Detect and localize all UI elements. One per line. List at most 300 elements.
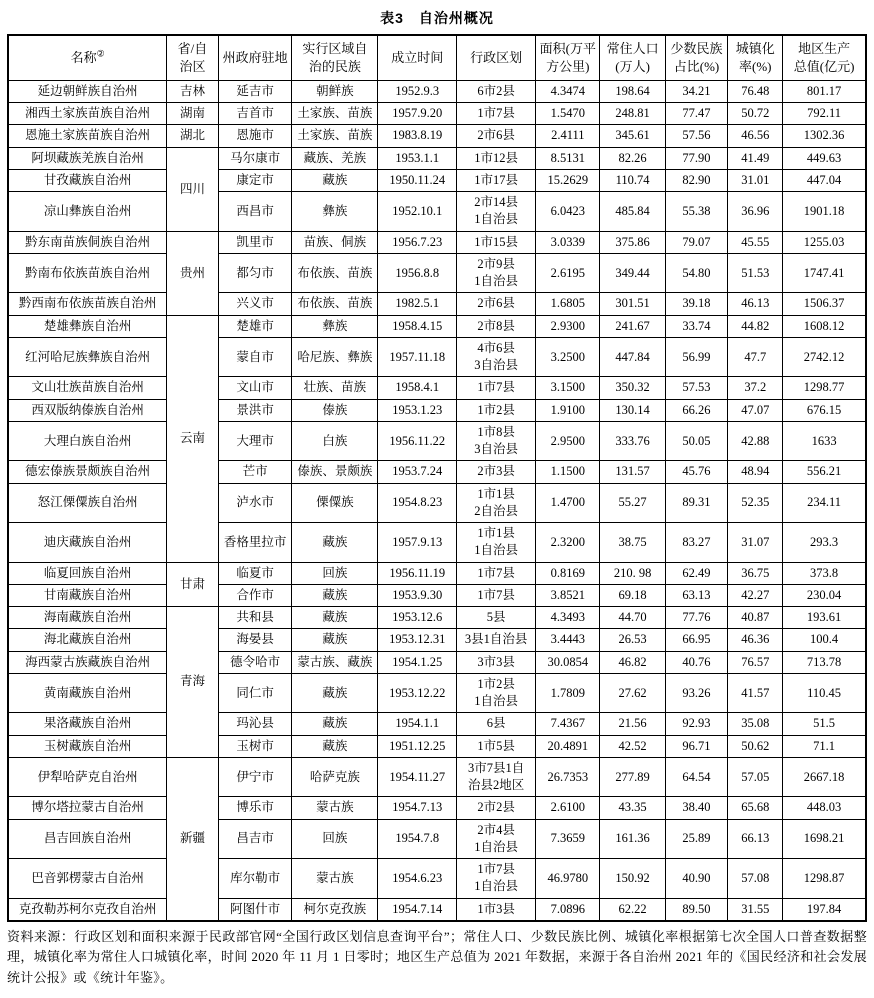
cell-area: 46.9780 xyxy=(536,859,600,899)
cell-founded: 1953.12.22 xyxy=(378,673,457,713)
cell-divisions: 2市6县 xyxy=(457,293,536,315)
cell-area: 2.4111 xyxy=(536,125,600,147)
cell-ethnic: 白族 xyxy=(292,421,378,461)
cell-founded: 1954.1.25 xyxy=(378,651,457,673)
cell-founded: 1958.4.1 xyxy=(378,377,457,399)
cell-divisions: 1市7县 xyxy=(457,103,536,125)
cell-seat: 楚雄市 xyxy=(218,315,292,337)
cell-gdp: 713.78 xyxy=(783,651,866,673)
cell-founded: 1954.11.27 xyxy=(378,757,457,797)
cell-area: 7.3659 xyxy=(536,819,600,859)
table-row xyxy=(8,483,866,523)
cell-urbanization: 42.27 xyxy=(728,584,783,606)
cell-population: 46.82 xyxy=(600,651,665,673)
cell-gdp: 1298.77 xyxy=(783,377,866,399)
cell-divisions: 2市4县 1自治县 xyxy=(457,819,536,859)
cell-area: 1.4700 xyxy=(536,483,600,523)
cell-seat: 临夏市 xyxy=(218,562,292,584)
cell-name: 黄南藏族自治州 xyxy=(8,673,167,713)
column-header-urbanization: 城镇化 率(%) xyxy=(728,35,783,80)
cell-urbanization: 40.87 xyxy=(728,607,783,629)
cell-population: 38.75 xyxy=(600,523,665,563)
cell-urbanization: 41.57 xyxy=(728,673,783,713)
cell-name: 怒江傈僳族自治州 xyxy=(8,483,167,523)
cell-urbanization: 46.36 xyxy=(728,629,783,651)
cell-area: 2.6195 xyxy=(536,253,600,293)
cell-seat: 吉首市 xyxy=(218,103,292,125)
cell-name: 海南藏族自治州 xyxy=(8,607,167,629)
cell-population: 131.57 xyxy=(600,461,665,483)
cell-divisions: 1市1县 1自治县 xyxy=(457,523,536,563)
cell-name: 海西蒙古族藏族自治州 xyxy=(8,651,167,673)
cell-population: 333.76 xyxy=(600,421,665,461)
cell-area: 1.5470 xyxy=(536,103,600,125)
cell-area: 7.4367 xyxy=(536,713,600,735)
cell-population: 485.84 xyxy=(600,192,665,232)
table-row xyxy=(8,80,866,102)
cell-seat: 蒙自市 xyxy=(218,337,292,377)
cell-ethnic: 哈尼族、彝族 xyxy=(292,337,378,377)
cell-gdp: 230.04 xyxy=(783,584,866,606)
cell-divisions: 1市7县 xyxy=(457,562,536,584)
cell-area: 1.1500 xyxy=(536,461,600,483)
table-row xyxy=(8,315,866,337)
cell-minority: 55.38 xyxy=(665,192,728,232)
cell-population: 241.67 xyxy=(600,315,665,337)
cell-minority: 83.27 xyxy=(665,523,728,563)
cell-urbanization: 76.57 xyxy=(728,651,783,673)
cell-gdp: 1298.87 xyxy=(783,859,866,899)
cell-minority: 96.71 xyxy=(665,735,728,757)
cell-minority: 57.56 xyxy=(665,125,728,147)
cell-ethnic: 藏族 xyxy=(292,523,378,563)
cell-province: 贵州 xyxy=(167,231,218,315)
cell-founded: 1952.9.3 xyxy=(378,80,457,102)
cell-urbanization: 47.07 xyxy=(728,399,783,421)
cell-area: 7.0896 xyxy=(536,898,600,921)
cell-population: 447.84 xyxy=(600,337,665,377)
cell-gdp: 197.84 xyxy=(783,898,866,921)
cell-urbanization: 35.08 xyxy=(728,713,783,735)
cell-urbanization: 47.7 xyxy=(728,337,783,377)
cell-divisions: 2市9县 1自治县 xyxy=(457,253,536,293)
cell-ethnic: 蒙古族 xyxy=(292,797,378,819)
cell-gdp: 449.63 xyxy=(783,147,866,169)
cell-ethnic: 藏族、羌族 xyxy=(292,147,378,169)
cell-population: 62.22 xyxy=(600,898,665,921)
cell-gdp: 234.11 xyxy=(783,483,866,523)
cell-ethnic: 傣族 xyxy=(292,399,378,421)
cell-name: 玉树藏族自治州 xyxy=(8,735,167,757)
cell-gdp: 1747.41 xyxy=(783,253,866,293)
cell-name: 湘西土家族苗族自治州 xyxy=(8,103,167,125)
cell-seat: 都匀市 xyxy=(218,253,292,293)
table-row xyxy=(8,562,866,584)
cell-seat: 伊宁市 xyxy=(218,757,292,797)
cell-area: 4.3474 xyxy=(536,80,600,102)
cell-name: 阿坝藏族羌族自治州 xyxy=(8,147,167,169)
table-row xyxy=(8,147,866,169)
cell-ethnic: 傈僳族 xyxy=(292,483,378,523)
cell-founded: 1957.11.18 xyxy=(378,337,457,377)
cell-ethnic: 傣族、景颇族 xyxy=(292,461,378,483)
cell-urbanization: 31.07 xyxy=(728,523,783,563)
table-row xyxy=(8,103,866,125)
prefecture-table xyxy=(7,34,867,922)
cell-population: 110.74 xyxy=(600,169,665,191)
cell-gdp: 792.11 xyxy=(783,103,866,125)
cell-divisions: 4市6县 3自治县 xyxy=(457,337,536,377)
cell-population: 82.26 xyxy=(600,147,665,169)
cell-founded: 1953.12.6 xyxy=(378,607,457,629)
cell-minority: 40.90 xyxy=(665,859,728,899)
cell-urbanization: 41.49 xyxy=(728,147,783,169)
cell-province: 四川 xyxy=(167,147,218,231)
cell-name: 甘孜藏族自治州 xyxy=(8,169,167,191)
cell-population: 277.89 xyxy=(600,757,665,797)
cell-gdp: 1901.18 xyxy=(783,192,866,232)
cell-population: 301.51 xyxy=(600,293,665,315)
cell-divisions: 1市17县 xyxy=(457,169,536,191)
table-row xyxy=(8,125,866,147)
cell-gdp: 1506.37 xyxy=(783,293,866,315)
cell-founded: 1954.6.23 xyxy=(378,859,457,899)
cell-founded: 1956.11.19 xyxy=(378,562,457,584)
table-row xyxy=(8,898,866,921)
cell-minority: 34.21 xyxy=(665,80,728,102)
cell-minority: 50.05 xyxy=(665,421,728,461)
cell-seat: 同仁市 xyxy=(218,673,292,713)
table-row xyxy=(8,192,866,232)
cell-founded: 1953.12.31 xyxy=(378,629,457,651)
cell-founded: 1954.1.1 xyxy=(378,713,457,735)
cell-seat: 昌吉市 xyxy=(218,819,292,859)
cell-urbanization: 36.75 xyxy=(728,562,783,584)
cell-seat: 共和县 xyxy=(218,607,292,629)
cell-name: 德宏傣族景颇族自治州 xyxy=(8,461,167,483)
header-row xyxy=(8,35,866,80)
cell-seat: 博乐市 xyxy=(218,797,292,819)
table-row xyxy=(8,629,866,651)
column-header-gdp: 地区生产 总值(亿元) xyxy=(783,35,866,80)
cell-population: 248.81 xyxy=(600,103,665,125)
table-row xyxy=(8,337,866,377)
cell-seat: 合作市 xyxy=(218,584,292,606)
cell-gdp: 1608.12 xyxy=(783,315,866,337)
cell-founded: 1956.11.22 xyxy=(378,421,457,461)
cell-province: 云南 xyxy=(167,315,218,562)
cell-founded: 1952.10.1 xyxy=(378,192,457,232)
table-row xyxy=(8,819,866,859)
column-header-name: 名称② xyxy=(8,35,167,80)
cell-ethnic: 彝族 xyxy=(292,192,378,232)
cell-ethnic: 彝族 xyxy=(292,315,378,337)
cell-minority: 45.76 xyxy=(665,461,728,483)
cell-ethnic: 土家族、苗族 xyxy=(292,103,378,125)
table-row xyxy=(8,735,866,757)
cell-seat: 景洪市 xyxy=(218,399,292,421)
cell-population: 69.18 xyxy=(600,584,665,606)
cell-name: 海北藏族自治州 xyxy=(8,629,167,651)
cell-area: 1.9100 xyxy=(536,399,600,421)
cell-area: 2.9500 xyxy=(536,421,600,461)
cell-area: 2.3200 xyxy=(536,523,600,563)
cell-area: 6.0423 xyxy=(536,192,600,232)
cell-name: 黔东南苗族侗族自治州 xyxy=(8,231,167,253)
cell-area: 3.1500 xyxy=(536,377,600,399)
table-row xyxy=(8,461,866,483)
cell-minority: 89.50 xyxy=(665,898,728,921)
cell-population: 210. 98 xyxy=(600,562,665,584)
cell-gdp: 293.3 xyxy=(783,523,866,563)
table-row xyxy=(8,757,866,797)
cell-minority: 77.90 xyxy=(665,147,728,169)
cell-minority: 64.54 xyxy=(665,757,728,797)
cell-urbanization: 44.82 xyxy=(728,315,783,337)
cell-gdp: 51.5 xyxy=(783,713,866,735)
cell-gdp: 556.21 xyxy=(783,461,866,483)
cell-urbanization: 45.55 xyxy=(728,231,783,253)
cell-area: 4.3493 xyxy=(536,607,600,629)
cell-name: 昌吉回族自治州 xyxy=(8,819,167,859)
cell-divisions: 1市7县 xyxy=(457,377,536,399)
cell-gdp: 373.8 xyxy=(783,562,866,584)
cell-divisions: 2市8县 xyxy=(457,315,536,337)
cell-minority: 39.18 xyxy=(665,293,728,315)
cell-founded: 1951.12.25 xyxy=(378,735,457,757)
cell-name: 克孜勒苏柯尔克孜自治州 xyxy=(8,898,167,921)
cell-gdp: 193.61 xyxy=(783,607,866,629)
cell-founded: 1953.1.23 xyxy=(378,399,457,421)
column-header-province: 省/自 治区 xyxy=(167,35,218,80)
cell-name: 大理白族自治州 xyxy=(8,421,167,461)
column-header-area: 面积(万平 方公里) xyxy=(536,35,600,80)
cell-gdp: 2742.12 xyxy=(783,337,866,377)
cell-gdp: 1698.21 xyxy=(783,819,866,859)
cell-name: 延边朝鲜族自治州 xyxy=(8,80,167,102)
cell-ethnic: 藏族 xyxy=(292,607,378,629)
cell-ethnic: 蒙古族、藏族 xyxy=(292,651,378,673)
cell-divisions: 2市2县 xyxy=(457,797,536,819)
table-row xyxy=(8,399,866,421)
cell-name: 伊犁哈萨克自治州 xyxy=(8,757,167,797)
cell-area: 8.5131 xyxy=(536,147,600,169)
cell-minority: 54.80 xyxy=(665,253,728,293)
cell-urbanization: 57.05 xyxy=(728,757,783,797)
cell-minority: 66.26 xyxy=(665,399,728,421)
table-row xyxy=(8,797,866,819)
cell-divisions: 1市5县 xyxy=(457,735,536,757)
cell-ethnic: 哈萨克族 xyxy=(292,757,378,797)
cell-population: 350.32 xyxy=(600,377,665,399)
cell-province: 青海 xyxy=(167,607,218,758)
cell-minority: 89.31 xyxy=(665,483,728,523)
cell-founded: 1957.9.13 xyxy=(378,523,457,563)
table-row xyxy=(8,169,866,191)
cell-ethnic: 土家族、苗族 xyxy=(292,125,378,147)
cell-gdp: 447.04 xyxy=(783,169,866,191)
cell-gdp: 100.4 xyxy=(783,629,866,651)
cell-area: 15.2629 xyxy=(536,169,600,191)
cell-divisions: 1市1县 2自治县 xyxy=(457,483,536,523)
cell-minority: 33.74 xyxy=(665,315,728,337)
cell-urbanization: 37.2 xyxy=(728,377,783,399)
cell-province: 甘肃 xyxy=(167,562,218,607)
cell-province: 湖北 xyxy=(167,125,218,147)
cell-ethnic: 藏族 xyxy=(292,629,378,651)
cell-name: 西双版纳傣族自治州 xyxy=(8,399,167,421)
cell-name: 文山壮族苗族自治州 xyxy=(8,377,167,399)
cell-divisions: 2市6县 xyxy=(457,125,536,147)
cell-population: 21.56 xyxy=(600,713,665,735)
cell-province: 吉林 xyxy=(167,80,218,102)
cell-name: 巴音郭楞蒙古自治州 xyxy=(8,859,167,899)
cell-founded: 1954.7.13 xyxy=(378,797,457,819)
cell-name: 临夏回族自治州 xyxy=(8,562,167,584)
cell-urbanization: 65.68 xyxy=(728,797,783,819)
cell-seat: 库尔勒市 xyxy=(218,859,292,899)
column-header-founded: 成立时间 xyxy=(378,35,457,80)
cell-founded: 1983.8.19 xyxy=(378,125,457,147)
table-row xyxy=(8,377,866,399)
cell-divisions: 1市15县 xyxy=(457,231,536,253)
cell-divisions: 1市7县 1自治县 xyxy=(457,859,536,899)
cell-seat: 泸水市 xyxy=(218,483,292,523)
cell-minority: 57.53 xyxy=(665,377,728,399)
cell-ethnic: 藏族 xyxy=(292,713,378,735)
cell-seat: 玛沁县 xyxy=(218,713,292,735)
cell-area: 1.7809 xyxy=(536,673,600,713)
cell-area: 20.4891 xyxy=(536,735,600,757)
cell-divisions: 5县 xyxy=(457,607,536,629)
cell-urbanization: 42.88 xyxy=(728,421,783,461)
cell-area: 1.6805 xyxy=(536,293,600,315)
cell-seat: 恩施市 xyxy=(218,125,292,147)
cell-gdp: 1302.36 xyxy=(783,125,866,147)
cell-urbanization: 51.53 xyxy=(728,253,783,293)
cell-minority: 25.89 xyxy=(665,819,728,859)
table-row xyxy=(8,523,866,563)
column-header-seat: 州政府驻地 xyxy=(218,35,292,80)
cell-area: 3.2500 xyxy=(536,337,600,377)
cell-seat: 玉树市 xyxy=(218,735,292,757)
cell-urbanization: 66.13 xyxy=(728,819,783,859)
cell-area: 2.6100 xyxy=(536,797,600,819)
cell-divisions: 1市2县 xyxy=(457,399,536,421)
cell-ethnic: 布依族、苗族 xyxy=(292,293,378,315)
cell-minority: 66.95 xyxy=(665,629,728,651)
cell-name: 黔南布依族苗族自治州 xyxy=(8,253,167,293)
cell-founded: 1954.8.23 xyxy=(378,483,457,523)
footnote-marker: ② xyxy=(96,48,105,59)
column-header-divisions: 行政区划 xyxy=(457,35,536,80)
cell-founded: 1958.4.15 xyxy=(378,315,457,337)
cell-minority: 40.76 xyxy=(665,651,728,673)
cell-divisions: 6县 xyxy=(457,713,536,735)
cell-gdp: 801.17 xyxy=(783,80,866,102)
cell-urbanization: 31.01 xyxy=(728,169,783,191)
cell-divisions: 1市7县 xyxy=(457,584,536,606)
cell-founded: 1954.7.14 xyxy=(378,898,457,921)
cell-ethnic: 藏族 xyxy=(292,673,378,713)
cell-divisions: 1市12县 xyxy=(457,147,536,169)
column-header-ethnic: 实行区域自 治的民族 xyxy=(292,35,378,80)
cell-ethnic: 朝鲜族 xyxy=(292,80,378,102)
cell-name: 红河哈尼族彝族自治州 xyxy=(8,337,167,377)
cell-area: 3.8521 xyxy=(536,584,600,606)
cell-founded: 1956.8.8 xyxy=(378,253,457,293)
cell-gdp: 676.15 xyxy=(783,399,866,421)
cell-population: 161.36 xyxy=(600,819,665,859)
cell-minority: 79.07 xyxy=(665,231,728,253)
cell-seat: 兴义市 xyxy=(218,293,292,315)
cell-population: 42.52 xyxy=(600,735,665,757)
cell-population: 27.62 xyxy=(600,673,665,713)
cell-population: 198.64 xyxy=(600,80,665,102)
cell-urbanization: 46.56 xyxy=(728,125,783,147)
cell-population: 44.70 xyxy=(600,607,665,629)
cell-ethnic: 藏族 xyxy=(292,735,378,757)
cell-seat: 马尔康市 xyxy=(218,147,292,169)
cell-ethnic: 回族 xyxy=(292,562,378,584)
cell-ethnic: 柯尔克孜族 xyxy=(292,898,378,921)
cell-minority: 92.93 xyxy=(665,713,728,735)
cell-ethnic: 回族 xyxy=(292,819,378,859)
table-row xyxy=(8,713,866,735)
cell-minority: 62.49 xyxy=(665,562,728,584)
cell-seat: 阿图什市 xyxy=(218,898,292,921)
cell-gdp: 110.45 xyxy=(783,673,866,713)
cell-urbanization: 52.35 xyxy=(728,483,783,523)
cell-minority: 93.26 xyxy=(665,673,728,713)
table-row xyxy=(8,584,866,606)
cell-divisions: 3市3县 xyxy=(457,651,536,673)
cell-area: 3.0339 xyxy=(536,231,600,253)
cell-founded: 1953.1.1 xyxy=(378,147,457,169)
cell-population: 375.86 xyxy=(600,231,665,253)
cell-area: 3.4443 xyxy=(536,629,600,651)
cell-urbanization: 48.94 xyxy=(728,461,783,483)
cell-province: 新疆 xyxy=(167,757,218,921)
cell-population: 26.53 xyxy=(600,629,665,651)
cell-minority: 82.90 xyxy=(665,169,728,191)
cell-minority: 56.99 xyxy=(665,337,728,377)
cell-urbanization: 76.48 xyxy=(728,80,783,102)
cell-gdp: 2667.18 xyxy=(783,757,866,797)
cell-founded: 1957.9.20 xyxy=(378,103,457,125)
cell-urbanization: 50.72 xyxy=(728,103,783,125)
cell-name: 恩施土家族苗族自治州 xyxy=(8,125,167,147)
cell-seat: 大理市 xyxy=(218,421,292,461)
cell-area: 2.9300 xyxy=(536,315,600,337)
cell-name: 黔西南布依族苗族自治州 xyxy=(8,293,167,315)
cell-name: 甘南藏族自治州 xyxy=(8,584,167,606)
cell-divisions: 2市3县 xyxy=(457,461,536,483)
cell-name: 果洛藏族自治州 xyxy=(8,713,167,735)
cell-urbanization: 36.96 xyxy=(728,192,783,232)
cell-population: 43.35 xyxy=(600,797,665,819)
cell-gdp: 71.1 xyxy=(783,735,866,757)
cell-ethnic: 苗族、侗族 xyxy=(292,231,378,253)
cell-divisions: 3县1自治县 xyxy=(457,629,536,651)
cell-divisions: 1市2县 1自治县 xyxy=(457,673,536,713)
cell-minority: 77.76 xyxy=(665,607,728,629)
table-row xyxy=(8,253,866,293)
cell-name: 博尔塔拉蒙古自治州 xyxy=(8,797,167,819)
cell-population: 55.27 xyxy=(600,483,665,523)
cell-seat: 延吉市 xyxy=(218,80,292,102)
table-row xyxy=(8,673,866,713)
